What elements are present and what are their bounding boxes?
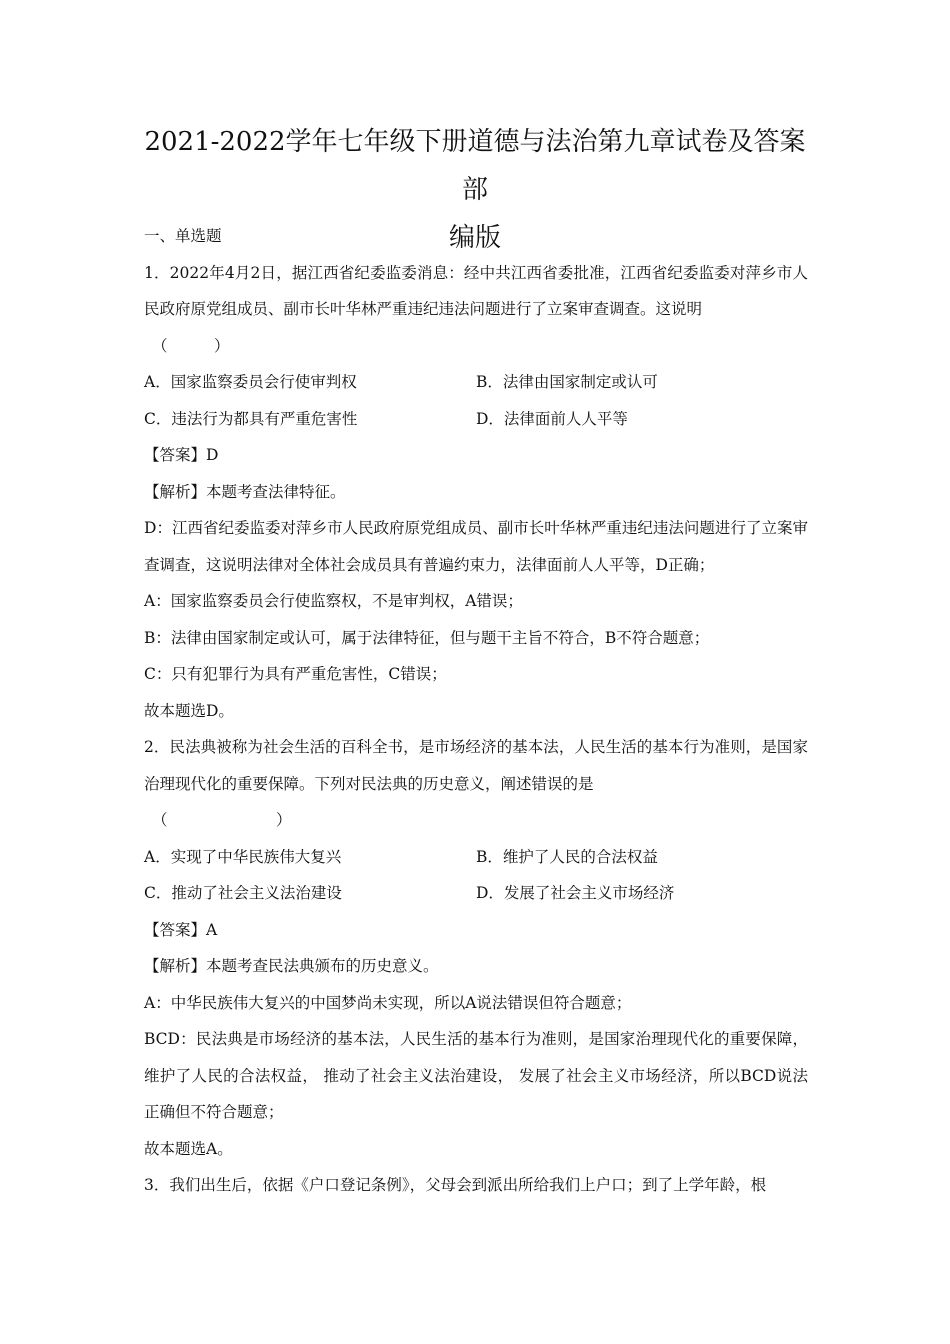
- question-3-stem: 3．我们出生后，依据《户口登记条例》，父母会到派出所给我们上户口；到了上学年龄，根: [144, 1176, 767, 1194]
- question-2-conclusion: 故本题选A。: [144, 1139, 233, 1158]
- question-2-stem: 2．民法典被称为社会生活的百科全书，是市场经济的基本法，人民生活的基本行为准则，是国家治理现代化的重要保障。下列对民法典的历史意义，阐述错误的是: [144, 738, 808, 793]
- question-1-analysis: 【解析】本题考查法律特征。: [144, 482, 346, 501]
- question-1-option-d: D．法律面前人人平等: [476, 409, 628, 428]
- question-2-options-row-1: [144, 839, 808, 876]
- question-2-option-c: C．推动了社会主义法治建设: [144, 884, 342, 902]
- question-2-analysis: 【解析】本题考查民法典颁布的历史意义。: [144, 957, 439, 975]
- question-1-option-a: A．国家监察委员会行使审判权: [144, 373, 357, 391]
- question-2-option-b: B．维护了人民的合法权益: [476, 847, 658, 866]
- document-body: [144, 218, 808, 1204]
- question-1-option-c: C．违法行为都具有严重危害性: [144, 409, 358, 428]
- question-2-option-d: D．发展了社会主义市场经济: [476, 884, 675, 902]
- question-1-explanation-c: C：只有犯罪行为具有严重危害性，C错误；: [144, 665, 447, 683]
- question-2-explanation-a: A：中华民族伟大复兴的中国梦尚未实现，所以A说法错误但符合题意；: [144, 993, 632, 1012]
- question-2-blank: （ ）: [152, 811, 292, 829]
- title-line-1: 2021-2022学年七年级下册道德与法治第九章试卷及答案部: [144, 127, 806, 205]
- question-2-explanation-bcd: BCD：民法典是市场经济的基本法，人民生活的基本行为准则，是国家治理现代化的重要保障，维护了人民的合法权益， 推动了社会主义法治建设， 发展了社会主义市场经济，所以BCD说法正确但不符合题意；: [144, 1030, 808, 1121]
- question-1-option-b: B．法律由国家制定或认可: [476, 373, 658, 391]
- question-1-options-row-2: [144, 401, 808, 438]
- question-1-explanation-a: A：国家监察委员会行使监察权，不是审判权，A错误；: [144, 592, 523, 610]
- question-1-conclusion: 故本题选D。: [144, 701, 234, 720]
- question-1-stem: 1．2022年4月2日，据江西省纪委监委消息：经中共江西省委批准，江西省纪委监委对萍乡市人民政府原党组成员、副市长叶华林严重违纪违法问题进行了立案审查调查。这说明: [144, 263, 808, 318]
- question-2-options-row-2: [144, 875, 808, 912]
- question-1-explanation-b: B：法律由国家制定或认可，属于法律特征，但与题干主旨不符合，B不符合题意；: [144, 628, 710, 647]
- question-2-answer: 【答案】A: [144, 920, 218, 939]
- question-1-explanation-d: D：江西省纪委监委对萍乡市人民政府原党组成员、副市长叶华林严重违纪违法问题进行了立案审查调查，这说明法律对全体社会成员具有普遍约束力，法律面前人人平等，D正确；: [144, 519, 808, 574]
- question-1-answer: 【答案】D: [144, 446, 219, 464]
- question-1-blank: （ ）: [152, 336, 230, 355]
- question-1-options-row-1: [144, 364, 808, 401]
- question-2-option-a: A．实现了中华民族伟大复兴: [144, 847, 342, 866]
- section-heading: 一、单选题: [144, 227, 222, 245]
- title-line-2: 编版: [448, 223, 501, 253]
